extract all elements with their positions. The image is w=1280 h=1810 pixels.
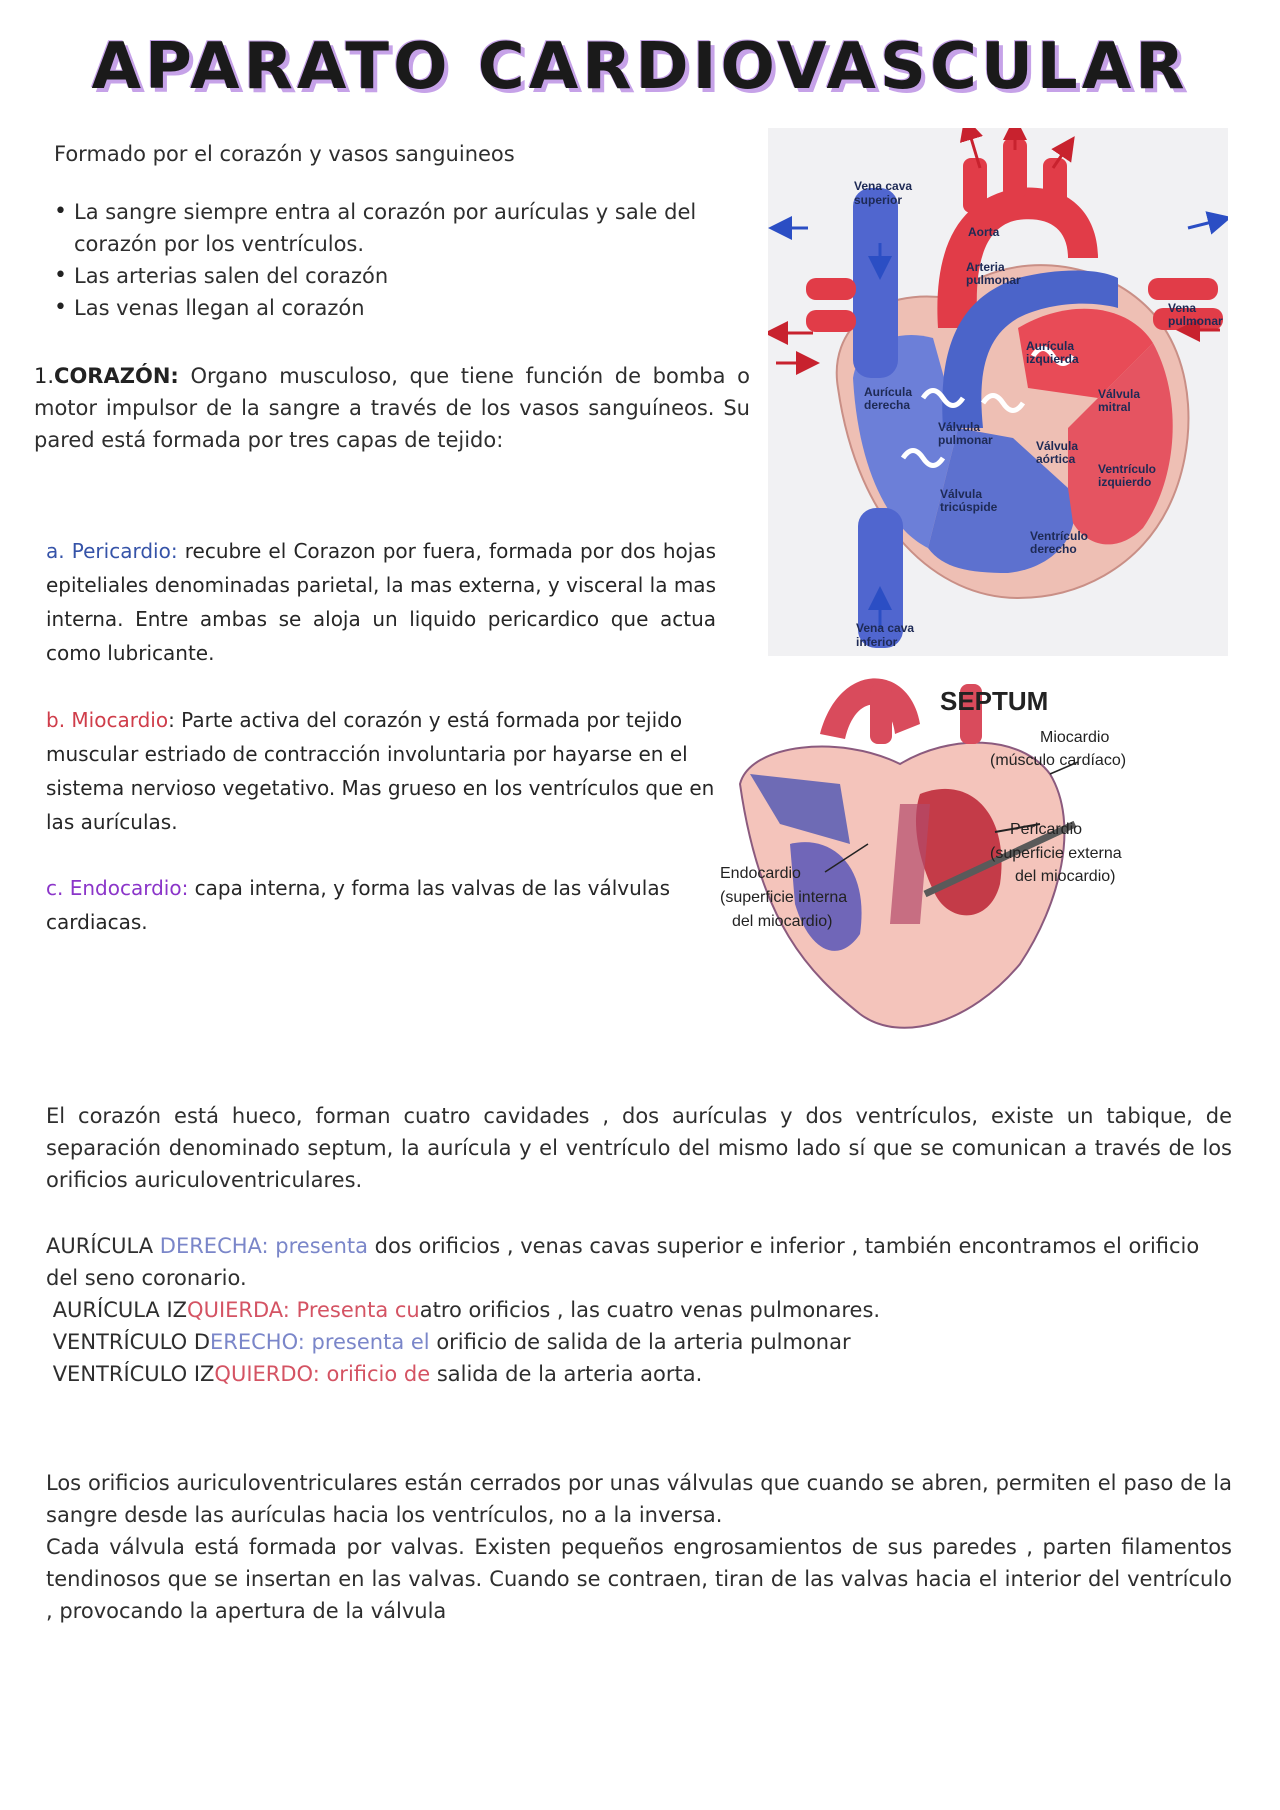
label-vena-pulmonar: Vena bbox=[1168, 301, 1197, 315]
endocardio-label: c. Endocardio: bbox=[46, 876, 189, 900]
heart-circulation-diagram bbox=[768, 128, 1228, 656]
label-valvula-tricuspide: Válvula bbox=[940, 487, 983, 501]
endocardio-paragraph bbox=[46, 871, 716, 939]
label-endocardio: del miocardio) bbox=[732, 913, 833, 930]
list-item: • La sangre siempre entra al corazón por aurículas y sale del corazón por los ventrículos. bbox=[50, 196, 730, 260]
aorta-branch-1 bbox=[963, 158, 987, 213]
label-arteria-pulmonar: Arteria bbox=[966, 260, 1005, 274]
intro-text: Formado por el corazón y vasos sanguineos bbox=[54, 142, 515, 166]
label-arteria-pulmonar: pulmonar bbox=[966, 273, 1021, 287]
chambers-description bbox=[46, 1230, 1232, 1390]
page-title: APARATO CARDIOVASCULAR bbox=[91, 30, 1189, 104]
chamber-detail: atro orificios , las cuatro venas pulmonares. bbox=[419, 1298, 881, 1322]
chamber-name: AURÍCULA IZ bbox=[52, 1298, 188, 1322]
label-pericardio: del miocardio) bbox=[1015, 868, 1116, 885]
label-aorta: Aorta bbox=[968, 225, 1000, 239]
label-ventriculo-izquierdo: izquierdo bbox=[1098, 475, 1152, 489]
pulmonary-branch bbox=[870, 684, 892, 744]
miocardio-paragraph bbox=[46, 703, 716, 839]
chamber-highlight: QUIERDA: Presenta cu bbox=[187, 1298, 420, 1322]
label-septum: SEPTUM bbox=[940, 686, 1049, 716]
label-vena-cava-inferior: inferior bbox=[856, 635, 898, 649]
label-valvula-pulmonar: Válvula bbox=[938, 420, 981, 434]
valvulas-paragraph-1: Los orificios auriculoventriculares están cerrados por unas válvulas que cuando se abren, permiten el paso de la sangre desde las aurículas hacia los ventrículos, no a la inversa. bbox=[46, 1471, 1232, 1527]
corazon-paragraph bbox=[34, 360, 750, 456]
chamber-detail: dos orificios , venas cavas superior e inferior , también encontramos el orificio del seno coronario. bbox=[46, 1234, 1200, 1290]
list-item: • Las arterias salen del corazón bbox=[50, 260, 730, 292]
label-ventriculo-derecho: Ventrículo bbox=[1030, 529, 1089, 543]
label-valvula-aortica: Válvula bbox=[1036, 439, 1079, 453]
label-valvula-mitral: mitral bbox=[1098, 400, 1131, 414]
corazon-text: Organo musculoso, que tiene función de bomba o motor impulsor de la sangre a través de los vasos sanguíneos. Su pared está formada por tres capas de tejido: bbox=[34, 364, 750, 452]
label-miocardio: (músculo cardíaco) bbox=[990, 752, 1127, 769]
valvulas-paragraph-2: Cada válvula está formada por valvas. Existen pequeños engrosamientos de sus paredes , parten filamentos tendinosos que se insertan en las valvas. Cuando se contraen, tiran de las valvas hacia el interior del ventrículo , provocando la apertura de la válvula bbox=[46, 1535, 1232, 1623]
section-heading: CORAZÓN: bbox=[54, 364, 179, 388]
pulmonary-vein-right-1 bbox=[1148, 278, 1218, 300]
label-ventriculo-izquierdo: Ventrículo bbox=[1098, 462, 1157, 476]
label-vena-cava-inferior: Vena cava bbox=[856, 621, 915, 635]
label-valvula-mitral: Válvula bbox=[1098, 387, 1141, 401]
label-auricula-izquierda: Aurícula bbox=[1026, 339, 1075, 353]
chamber-name: AURÍCULA bbox=[46, 1234, 160, 1258]
pericardio-text: recubre el Corazon por fuera, formada por dos hojas epiteliales denominadas parietal, la mas externa, y visceral la mas interna. Entre ambas se aloja un liquido pericardico que actua como lubricante. bbox=[46, 539, 717, 665]
auricula-derecha-line bbox=[46, 1230, 1232, 1294]
endocardio-text: capa interna, y forma las valvas de las válvulas cardiacas. bbox=[46, 876, 671, 934]
cavidades-paragraph: El corazón está hueco, forman cuatro cavidades , dos aurículas y dos ventrículos, existe un tabique, de separación denominado septum, la aurícula y el ventrículo del mismo lado sí que se comunican a través de los orificios auriculoventriculares. bbox=[46, 1104, 1232, 1192]
chamber-highlight: ERECHO: presenta el bbox=[210, 1330, 430, 1354]
section-number: 1. bbox=[34, 364, 55, 388]
label-pericardio: (superficie externa bbox=[990, 845, 1122, 862]
label-valvula-tricuspide: tricúspide bbox=[940, 500, 998, 514]
label-miocardio: Miocardio bbox=[1040, 729, 1110, 746]
valvulas-section bbox=[46, 1467, 1232, 1627]
label-ventriculo-derecho: derecho bbox=[1030, 542, 1077, 556]
heart-wall-layers-diagram bbox=[720, 664, 1270, 1064]
pulmonary-vein-left-2 bbox=[806, 310, 856, 332]
list-item: • Las venas llegan al corazón bbox=[50, 292, 730, 324]
label-valvula-aortica: aórtica bbox=[1036, 452, 1076, 466]
ventriculo-izquierdo-line bbox=[46, 1358, 1232, 1390]
ventriculo-derecho-line bbox=[46, 1326, 1232, 1358]
label-valvula-pulmonar: pulmonar bbox=[938, 433, 993, 447]
chamber-name: VENTRÍCULO D bbox=[52, 1330, 211, 1354]
label-vena-pulmonar: pulmonar bbox=[1168, 314, 1223, 328]
label-auricula-derecha: derecha bbox=[864, 398, 911, 412]
label-endocardio: Endocardio bbox=[720, 865, 801, 882]
label-vena-cava-superior: superior bbox=[854, 193, 903, 207]
label-pericardio: Pericardio bbox=[1010, 821, 1083, 838]
pericardio-paragraph bbox=[46, 534, 716, 670]
label-auricula-izquierda: izquierda bbox=[1026, 352, 1079, 366]
label-endocardio: (superficie interna bbox=[720, 889, 848, 906]
chamber-detail: salida de la arteria aorta. bbox=[430, 1362, 703, 1386]
arrow-blue bbox=[1188, 220, 1220, 228]
key-points-list bbox=[50, 196, 730, 324]
chamber-highlight: QUIERDO: orificio de bbox=[214, 1362, 431, 1386]
auricula-izquierda-line bbox=[46, 1294, 1232, 1326]
pericardio-label: a. Pericardio: bbox=[46, 539, 178, 563]
chamber-name: VENTRÍCULO IZ bbox=[52, 1362, 215, 1386]
miocardio-text: : Parte activa del corazón y está formada por tejido muscular estriado de contracción involuntaria por hayarse en el sistema nervioso vegetativo. Mas grueso en los ventrículos que en las aurículas. bbox=[46, 708, 715, 834]
heart-diagram-svg bbox=[768, 128, 1228, 656]
miocardio-label: b. Miocardio bbox=[46, 708, 169, 732]
chamber-detail: orificio de salida de la arteria pulmonar bbox=[429, 1330, 851, 1354]
chamber-highlight: DERECHA: presenta bbox=[159, 1234, 368, 1258]
label-auricula-derecha: Aurícula bbox=[864, 385, 913, 399]
heart-layers-svg bbox=[720, 664, 1270, 1064]
label-vena-cava-superior: Vena cava bbox=[854, 179, 913, 193]
superior-vena-cava bbox=[853, 188, 898, 378]
pulmonary-vein-left-1 bbox=[806, 278, 856, 300]
